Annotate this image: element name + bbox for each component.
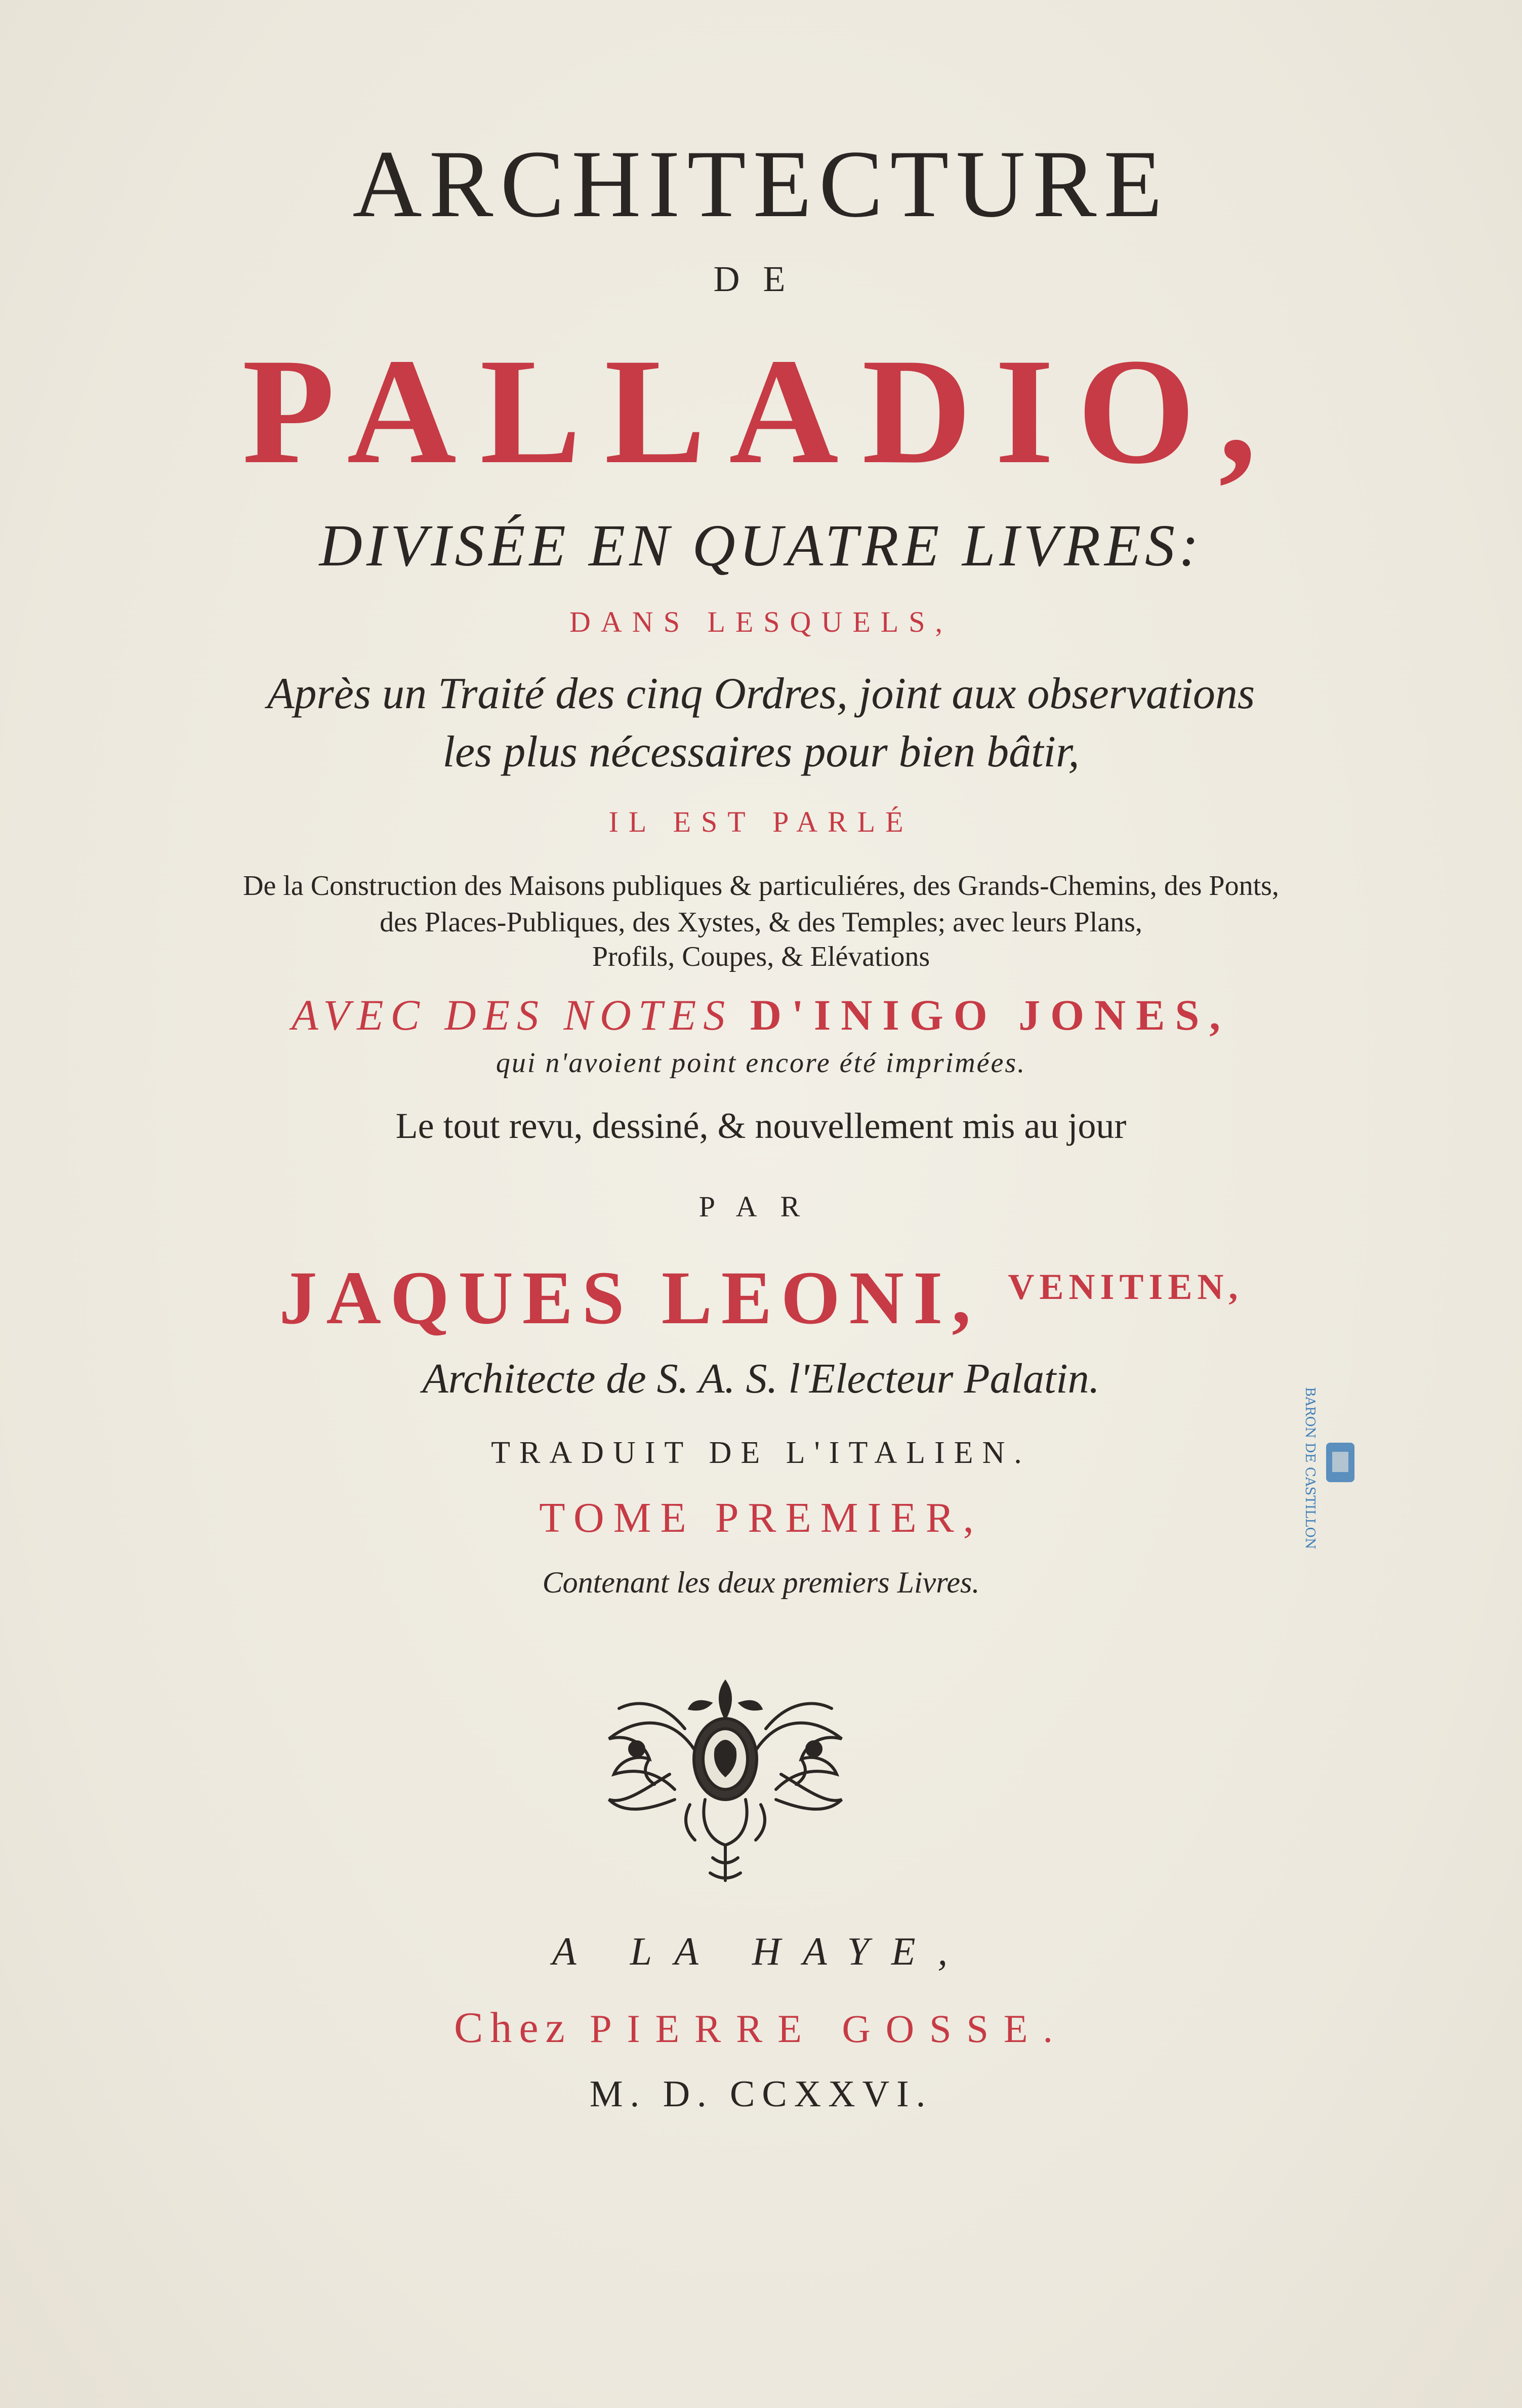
author-name: JAQUES LEONI, <box>279 1256 980 1340</box>
par-line: PAR <box>698 1190 824 1223</box>
apres-line-2: les plus nécessaires pour bien bâtir, <box>442 727 1080 777</box>
contenant-line: Contenant les deux premiers Livres. <box>542 1566 980 1599</box>
title-palladio: PALLADIO, <box>242 327 1280 495</box>
author-title: Architecte de S. A. S. l'Electeur Palatin. <box>422 1355 1100 1402</box>
construction-line-1: De la Construction des Maisons publiques & particuliéres, des Grands-Chemins, des Ponts, <box>243 870 1279 902</box>
imprint-printer-name: PIERRE GOSSE. <box>590 2007 1068 2051</box>
il-est-parle: IL EST PARLÉ <box>608 805 914 838</box>
apres-line-1: Après un Traité des cinq Ordres, joint aux observations <box>267 669 1255 718</box>
imprint-chez: Chez <box>454 2003 590 2052</box>
tout-revu-line: Le tout revu, dessiné, & nouvellement mis au jour <box>395 1106 1127 1146</box>
notes-prefix: AVEC DES NOTES <box>292 991 750 1039</box>
stamp-text: BARON DE CASTILLON <box>1302 1387 1318 1549</box>
imprint-date: M. D. CCXXVI. <box>589 2073 933 2115</box>
notes-line <box>0 990 1522 1040</box>
author-origin: VENITIEN, <box>1008 1267 1243 1307</box>
printer-ornament-icon <box>589 1673 862 1886</box>
construction-line-2: des Places-Publiques, des Xystes, & des Temples; avec leurs Plans, <box>380 907 1142 938</box>
notes-subline: qui n'avoient point encore été imprimées. <box>496 1047 1026 1079</box>
title-de: DE <box>713 259 809 299</box>
construction-line-3: Profils, Coupes, & Elévations <box>592 941 930 972</box>
subtitle-divisee: DIVISÉE EN QUATRE LIVRES: <box>319 512 1203 579</box>
notes-inigo-jones: D'INIGO JONES, <box>750 991 1230 1039</box>
dans-lesquels: DANS LESQUELS, <box>569 605 953 638</box>
library-stamp <box>1276 1382 1367 1595</box>
tome-line: TOME PREMIER, <box>539 1494 983 1541</box>
title-architecture: ARCHITECTURE <box>352 131 1170 237</box>
traduit-line: TRADUIT DE L'ITALIEN. <box>491 1436 1031 1470</box>
author-line <box>0 1254 1522 1341</box>
imprint-printer-line <box>0 2002 1522 2053</box>
imprint-place: A LA HAYE, <box>552 1929 970 1973</box>
